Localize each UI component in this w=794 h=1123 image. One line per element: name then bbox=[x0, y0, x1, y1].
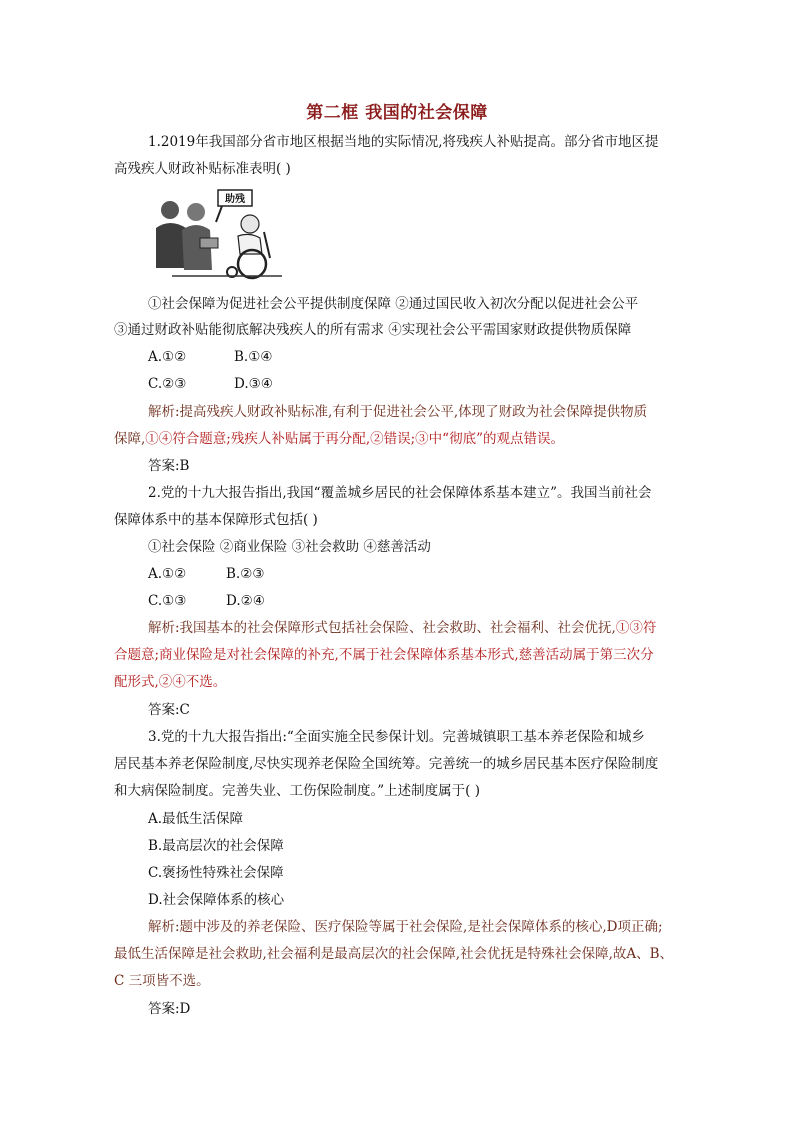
q1-options-row2 bbox=[148, 375, 348, 393]
q1-option-a: A.①② bbox=[148, 349, 187, 365]
q3-stem-line3: 和大病保险制度。完善失业、工伤保险制度。”上述制度属于( ) bbox=[114, 783, 480, 799]
q2-option-b: B.②③ bbox=[226, 566, 265, 582]
q3-option-d: D.社会保障体系的核心 bbox=[148, 892, 285, 908]
person2-head bbox=[187, 203, 205, 221]
q3-analysis-line3: C 三项皆不选。 bbox=[114, 973, 210, 989]
q2-analysis-line1 bbox=[148, 619, 656, 637]
q2-statements: ①社会保险 ②商业保险 ③社会救助 ④慈善活动 bbox=[148, 539, 431, 555]
q3-analysis-line1: 解析:题中涉及的养老保险、医疗保险等属于社会保险,是社会保障体系的核心,D项正确; bbox=[148, 919, 663, 935]
q1-stem-line2: 高残疾人财政补贴标准表明( ) bbox=[114, 161, 291, 177]
q1-analysis-line1: 解析:提高残疾人财政补贴标准,有利于促进社会公平,体现了财政为社会保障提供物质 bbox=[148, 404, 648, 420]
q2-analysis-line2: 合题意;商业保险是对社会保障的补充,不属于社会保障体系基本形式,慈善活动属于第三次分 bbox=[114, 647, 654, 663]
q1-option-c: C.②③ bbox=[148, 376, 187, 392]
q2-analysis-line3: 配形式,②④不选。 bbox=[114, 674, 227, 690]
q2-options-row1 bbox=[148, 565, 348, 583]
q1-statements-line1: ①社会保障为促进社会公平提供制度保障 ②通过国民收入初次分配以促进社会公平 bbox=[148, 296, 639, 312]
q2-option-c: C.①③ bbox=[148, 593, 187, 609]
q3-stem-line2: 居民基本养老保险制度,尽快实现养老保险全国统筹。完善统一的城乡居民基本医疗保险制度 bbox=[114, 756, 659, 772]
q1-options-row1 bbox=[148, 348, 348, 366]
person1-head bbox=[161, 201, 179, 219]
q2-analysis-line1-start: 解析:我国基本的社会保障形式包括社会保险、社会救助、社会福利、社会优抚, bbox=[148, 620, 616, 636]
q3-option-b: B.最高层次的社会保障 bbox=[148, 838, 284, 854]
q3-stem-line1: 3.党的十九大报告指出:“全面实施全民参保计划。完善城镇职工基本养老保险和城乡 bbox=[148, 729, 645, 745]
q2-analysis-line1-end: ①③符 bbox=[615, 620, 657, 636]
q3-option-a: A.最低生活保障 bbox=[148, 811, 244, 827]
q2-stem-line2: 保障体系中的基本保障形式包括( ) bbox=[114, 512, 318, 528]
wheelchair-person-head bbox=[241, 215, 259, 233]
q1-statements-line2: ③通过财政补贴能彻底解决残疾人的所有需求 ④实现社会公平需国家财政提供物质保障 bbox=[114, 322, 632, 338]
q2-options-row2 bbox=[148, 592, 348, 610]
sign-pole bbox=[216, 206, 222, 222]
q1-analysis-line2-start: 保障, bbox=[114, 431, 146, 447]
q2-option-d: D.②④ bbox=[226, 593, 265, 609]
gift-box bbox=[200, 238, 218, 248]
q1-analysis-line2-rest: ①④符合题意;残疾人补贴属于再分配,②错误;③中“彻底”的观点错误。 bbox=[145, 431, 564, 447]
page-title: 第二框 我国的社会保障 bbox=[306, 103, 488, 123]
q1-stem-line1: 1.2019年我国部分省市地区根据当地的实际情况,将残疾人补贴提高。部分省市地区提 bbox=[148, 134, 659, 150]
disability-aid-illustration bbox=[152, 188, 290, 280]
q3-option-c: C.褒扬性特殊社会保障 bbox=[148, 865, 284, 881]
q1-analysis-line2 bbox=[114, 430, 564, 448]
q1-option-b: B.①④ bbox=[234, 349, 273, 365]
q2-answer: 答案:C bbox=[148, 702, 190, 718]
q2-stem-line1: 2.党的十九大报告指出,我国“覆盖城乡居民的社会保障体系基本建立”。我国当前社会 bbox=[148, 485, 652, 501]
q2-option-a: A.①② bbox=[148, 566, 187, 582]
q1-answer: 答案:B bbox=[148, 458, 190, 474]
q1-option-d: D.③④ bbox=[234, 376, 273, 392]
wheelchair-frame bbox=[264, 232, 270, 258]
sign-text: 助残 bbox=[225, 194, 245, 205]
q3-answer: 答案:D bbox=[148, 1001, 191, 1017]
q3-analysis-line2: 最低生活保障是社会救助,社会福利是最高层次的社会保障,社会优抚是特殊社会保障,故A、B、 bbox=[114, 946, 674, 962]
